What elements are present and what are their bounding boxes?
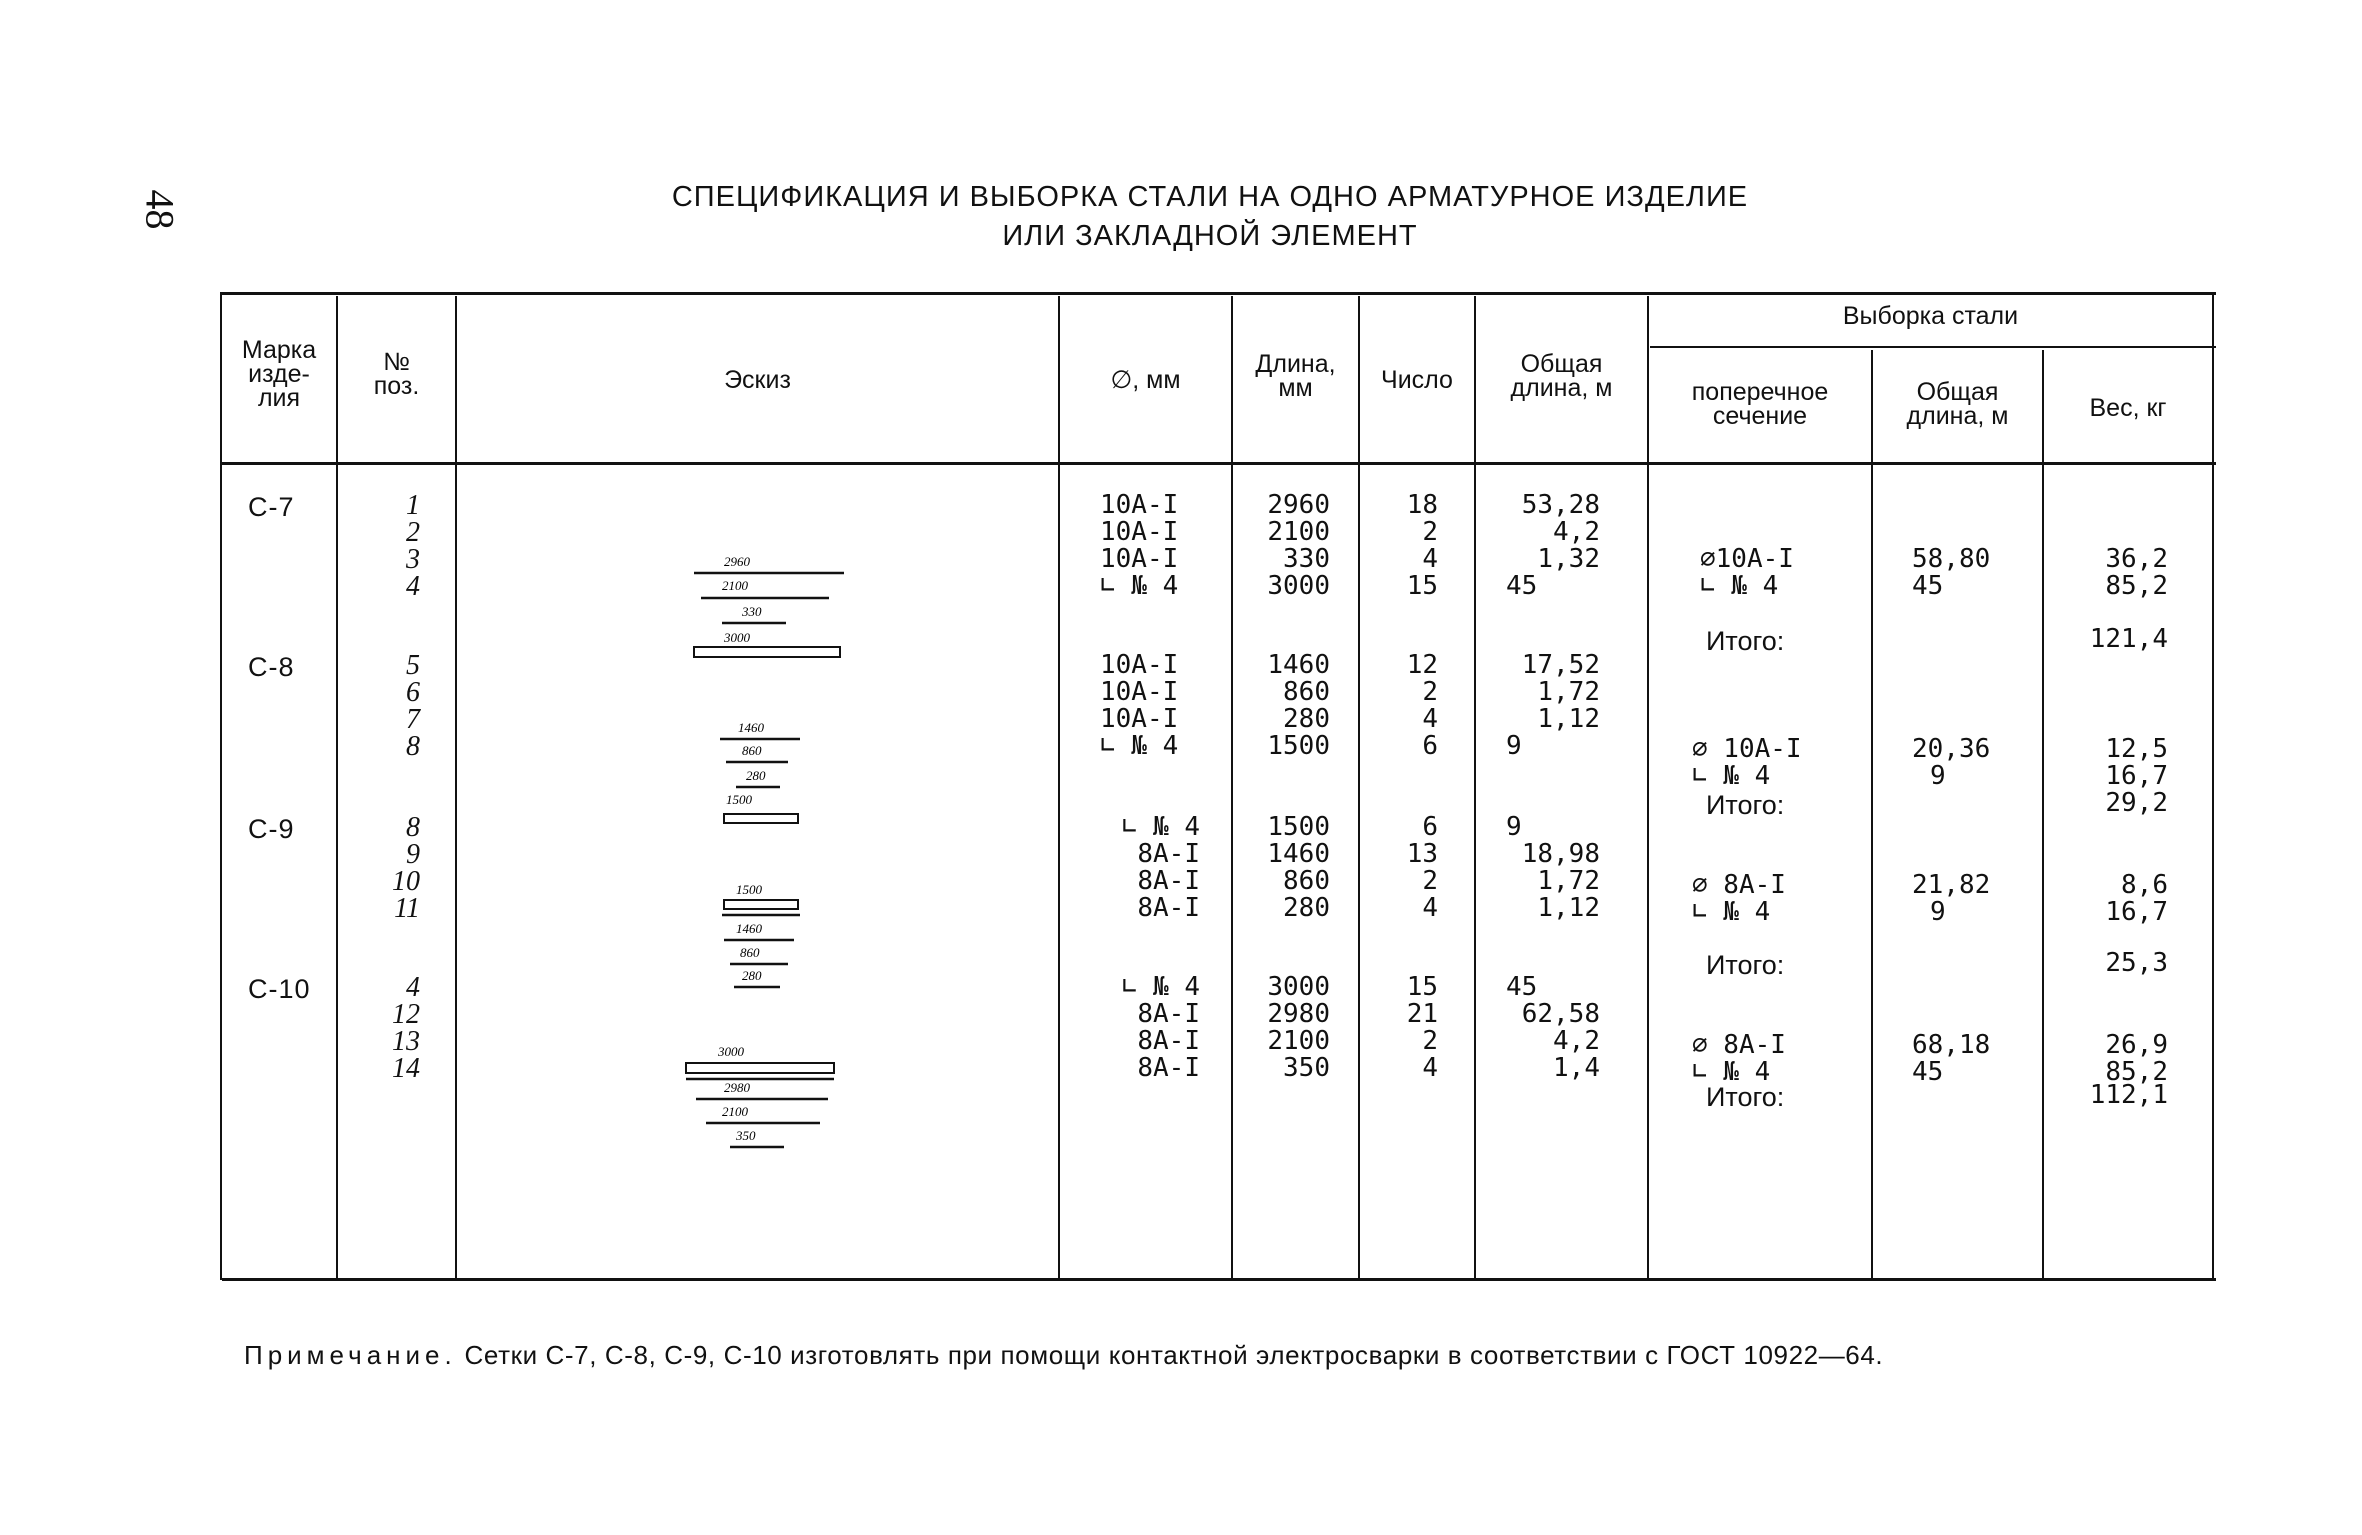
sketch-label: 860: [740, 945, 760, 960]
header-total-length: Общая длина, м: [1510, 350, 1613, 402]
footnote-text: Сетки С-7, С-8, С-9, С-10 изготовлять при помощи контактной электросварки в соответствии с ГОСТ 10922—64.: [464, 1340, 1884, 1370]
header-mark: Марка изде- лия: [241, 336, 317, 412]
diameters-c9: ∟ № 4 8А-I 8А-I 8А-I: [1121, 812, 1200, 923]
positions-c10: 4 12 13 14: [392, 972, 420, 1084]
lengths-c7: 2960 2100 330 3000: [1267, 490, 1330, 601]
total-length-c7: 53,28 4,2 1,32 45: [1506, 490, 1600, 601]
page-title: [560, 178, 1860, 256]
title-line-2: ИЛИ ЗАКЛАДНОЙ ЭЛЕМЕНТ: [1002, 220, 1418, 252]
header-count: Число: [1381, 366, 1453, 394]
sketch-label: 1500: [726, 792, 752, 807]
itogo-value-c7: 121,4: [2089, 624, 2168, 654]
diameters-c8: 10А-I 10А-I 10А-I ∟ № 4: [1100, 650, 1179, 761]
col-divider-5: [1358, 296, 1360, 1278]
sketch-c10: [686, 1044, 834, 1147]
itogo-value-c8: 29,2: [2105, 788, 2168, 818]
sketch-c7: [694, 554, 844, 657]
selection-weight-c8: 12,5 16,7: [2105, 734, 2168, 791]
total-length-c9: 9 18,98 1,72 1,12: [1506, 812, 1600, 923]
header-cross-section: поперечное сечение: [1691, 378, 1829, 430]
col-divider-6: [1474, 296, 1476, 1278]
mark-c10: С-10: [248, 974, 311, 1004]
col-divider-8: [1871, 350, 1873, 1278]
selection-section-c10: ∅ 8А-I ∟ № 4: [1692, 1030, 1786, 1087]
sketch-label: 350: [736, 1128, 756, 1143]
selection-weight-c7: 36,2 85,2: [2105, 544, 2168, 601]
sketch-label: 3000: [724, 630, 750, 645]
header-weight: Вес, кг: [2089, 394, 2167, 422]
header-diameter: ∅, мм: [1110, 366, 1181, 394]
sketch-label: 1460: [738, 720, 764, 735]
col-divider-3: [1058, 296, 1060, 1278]
positions-c9: 8 9 10 11: [392, 812, 420, 924]
col-divider-10: [2212, 292, 2214, 1280]
sketch-label: 280: [746, 768, 766, 783]
title-line-1: СПЕЦИФИКАЦИЯ И ВЫБОРКА СТАЛИ НА ОДНО АРМАТУРНОЕ ИЗДЕЛИЕ: [671, 181, 1749, 213]
page-number: 48: [137, 189, 183, 230]
itogo-value-c10: 112,1: [2089, 1080, 2168, 1110]
sketch-c8: [720, 720, 800, 823]
diameters-c7: 10А-I 10А-I 10А-I ∟ № 4: [1100, 490, 1179, 601]
sketch-label: 2960: [724, 554, 750, 569]
counts-c9: 6 13 2 4: [1406, 812, 1438, 923]
selection-length-c9: 21,82 9: [1912, 870, 1991, 927]
itogo-value-c9: 25,3: [2105, 948, 2168, 978]
lengths-c8: 1460 860 280 1500: [1267, 650, 1330, 761]
footnote-lead: Примечание.: [244, 1340, 457, 1370]
sketch-label: 330: [742, 604, 762, 619]
mark-c8: С-8: [248, 652, 295, 682]
itogo-label-c8: Итого:: [1706, 790, 1785, 820]
sketch-c9: [722, 882, 800, 987]
sketch-label: 1500: [736, 882, 762, 897]
mark-c9: С-9: [248, 814, 295, 844]
col-divider-0: [220, 292, 222, 1280]
counts-c8: 12 2 4 6: [1406, 650, 1438, 761]
total-length-c8: 17,52 1,72 1,12 9: [1506, 650, 1600, 761]
itogo-label-c7: Итого:: [1706, 626, 1785, 656]
sketch-label: 3000: [718, 1044, 744, 1059]
col-divider-1: [336, 296, 338, 1278]
diameters-c10: ∟ № 4 8А-I 8А-I 8А-I: [1121, 972, 1200, 1083]
selection-length-c8: 20,36 9: [1912, 734, 1991, 791]
positions-c8: 5 6 7 8: [406, 650, 420, 762]
selection-length-c7: 58,80 45: [1912, 544, 1991, 601]
footnote: [244, 1340, 2204, 1371]
sketch-label: 860: [742, 743, 762, 758]
sketch-label: 2100: [722, 578, 748, 593]
lengths-c9: 1500 1460 860 280: [1267, 812, 1330, 923]
header-steel-selection: Выборка стали: [1842, 302, 2019, 330]
sketch-label: 1460: [736, 921, 762, 936]
lengths-c10: 3000 2980 2100 350: [1267, 972, 1330, 1083]
positions-c7: 1 2 3 4: [406, 490, 420, 602]
sketch-label: 280: [742, 968, 762, 983]
col-divider-4: [1231, 296, 1233, 1278]
sketch-label: 2100: [722, 1104, 748, 1119]
sketch-drawings: [454, 460, 1044, 1160]
sketch-label: 2980: [724, 1080, 750, 1095]
total-length-c10: 45 62,58 4,2 1,4: [1506, 972, 1600, 1083]
selection-section-c9: ∅ 8А-I ∟ № 4: [1692, 870, 1786, 927]
header-selection-total-length: Общая длина, м: [1906, 378, 2009, 430]
selection-header-rule: [1650, 346, 2216, 348]
mark-c7: С-7: [248, 492, 295, 522]
table-bottom-rule: [222, 1278, 2216, 1281]
selection-section-c7: ∅10А-I ∟ № 4: [1700, 544, 1794, 601]
selection-weight-c10: 26,9 85,2: [2105, 1030, 2168, 1087]
selection-length-c10: 68,18 45: [1912, 1030, 1991, 1087]
col-divider-7: [1647, 296, 1649, 1278]
col-divider-9: [2042, 350, 2044, 1278]
selection-weight-c9: 8,6 16,7: [2105, 870, 2168, 927]
selection-section-c8: ∅ 10А-I ∟ № 4: [1692, 734, 1802, 791]
counts-c7: 18 2 4 15: [1406, 490, 1438, 601]
header-sketch: Эскиз: [724, 366, 791, 394]
counts-c10: 15 21 2 4: [1406, 972, 1438, 1083]
itogo-label-c10: Итого:: [1706, 1082, 1785, 1112]
itogo-label-c9: Итого:: [1706, 950, 1785, 980]
header-position: № поз.: [373, 348, 420, 400]
header-length: Длина, мм: [1255, 350, 1336, 402]
table-top-rule: [222, 292, 2216, 295]
